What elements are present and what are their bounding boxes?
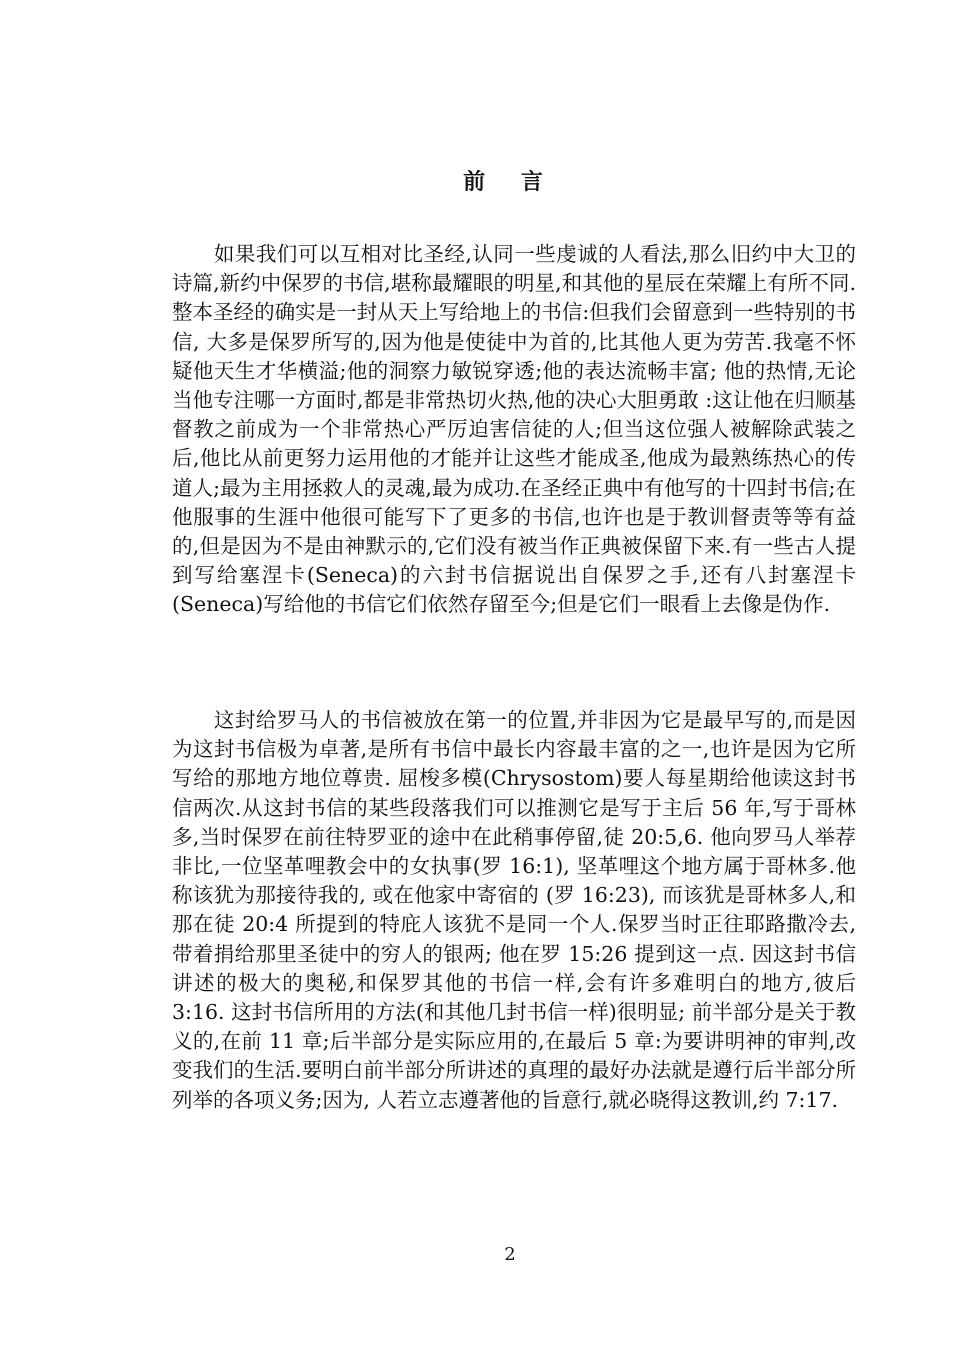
body-paragraph-1: 如果我们可以互相对比圣经,认同一些虔诚的人看法,那么旧约中大卫的诗篇,新约中保罗的书信,堪称最耀眼的明星,和其他的星辰在荣耀上有所不同.整本圣经的确实是一封从天上写给地上的书信:但我们会留意到一些特别的书信, 大多是保罗所写的,因为他是使徒中为首的,比其他人更为劳苦.我毫不怀疑他天生才华横溢;他的洞察力敏锐穿透;他的表达流畅丰富; 他的热情,无论当他专注哪一方面时,都是非常热切火热,他的决心大胆勇敢 :这让他在归顺基督教之前成为一个非常热心严厉迫害信徒的人;但当这位强人被解除武装之后,他比从前更努力运用他的才能并让这些才能成圣,他成为最熟练热心的传道人;最为主用拯救人的灵魂,最为成功.在圣经正典中有他写的十四封书信;在他服事的生涯中他很可能写下了更多的书信,也许也是于教训督责等等有益的,但是因为不是由神默示的,它们没有被当作正典被保留下来.有一些古人提到写给塞涅卡(Seneca)的六封书信据说出自保罗之手,还有八封塞涅卡(Seneca)写给他的书信它们依然存留至今;但是它们一眼看上去像是伪作. bbox=[172, 242, 856, 617]
page-title: 前 言 bbox=[463, 169, 557, 195]
body-paragraph-2: 这封给罗马人的书信被放在第一的位置,并非因为它是最早写的,而是因为这封书信极为卓著,是所有书信中最长内容最丰富的之一,也许是因为它所写给的那地方地位尊贵. 屈梭多模(Chrysostom)要人每星期给他读这封书信两次.从这封书信的某些段落我们可以推测它是写于主后 56 年,写于哥林多,当时保罗在前往特罗亚的途中在此稍事停留,徒 20:5,6. 他向罗马人举荐非比,一位坚革哩教会中的女执事(罗 16:1), 坚革哩这个地方属于哥林多.他称该犹为那接待我的, 或在他家中寄宿的 (罗 16:23), 而该犹是哥林多人,和那在徒 20:4 所提到的特庇人该犹不是同一个人.保罗当时正往耶路撒冷去,带着捐给那里圣徒中的穷人的银两; 他在罗 15:26 提到这一点. 因这封书信讲述的极大的奥秘,和保罗其他的书信一样,会有许多难明白的地方,彼后 3:16. 这封书信所用的方法(和其他几封书信一样)很明显; 前半部分是关于教义的,在前 11 章;后半部分是实际应用的,在最后 5 章:为要讲明神的审判,改变我们的生活.要明白前半部分所讲述的真理的最好办法就是遵行后半部分所列举的各项义务;因为, 人若立志遵著他的旨意行,就必晓得这教训,约 7:17. bbox=[172, 708, 856, 1112]
page-number: 2 bbox=[504, 1244, 516, 1265]
